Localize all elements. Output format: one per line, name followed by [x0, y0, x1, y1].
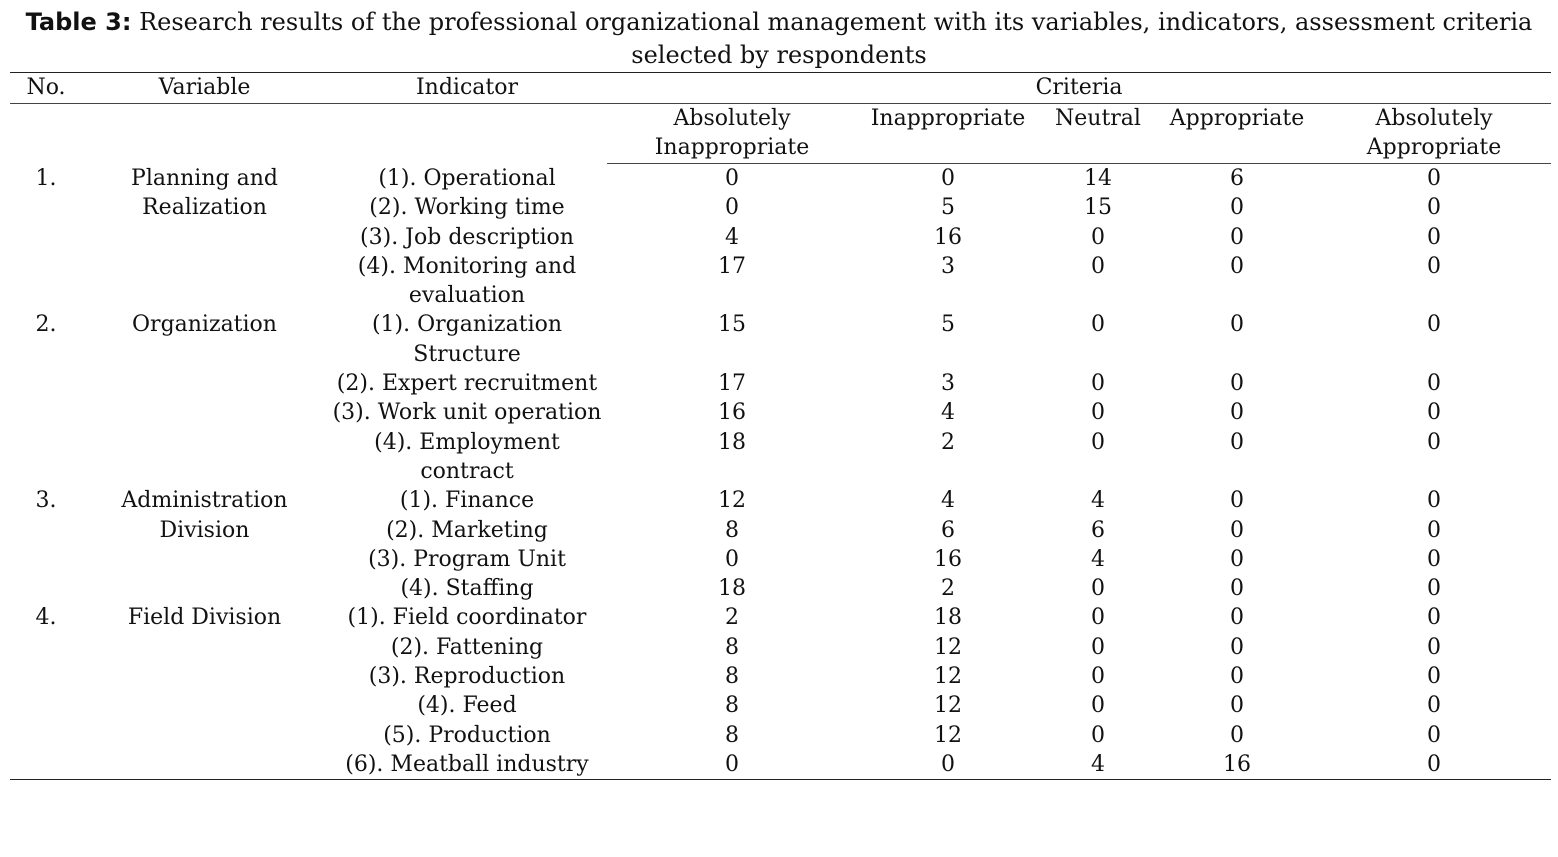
indicator-cell: (2). Marketing — [386, 517, 548, 543]
value-cell: 0 — [1427, 605, 1442, 631]
value-cell: 0 — [1230, 576, 1244, 602]
value-cell: 0 — [1091, 634, 1105, 660]
indicator-cell: (1). Finance — [399, 488, 535, 514]
value-cell: 17 — [718, 371, 746, 397]
value-cell: 12 — [934, 664, 962, 690]
value-cell: 15 — [718, 312, 746, 338]
value-cell: 0 — [1230, 517, 1244, 543]
value-cell: 0 — [1230, 312, 1244, 338]
value-cell: 2 — [941, 429, 955, 455]
indicator-cell: (4). Employment contract — [374, 429, 560, 484]
group-number: 4. — [35, 605, 57, 631]
value-cell: 4 — [941, 400, 955, 426]
value-cell: 8 — [725, 517, 739, 543]
value-cell: 6 — [941, 517, 955, 543]
value-cell: 0 — [941, 166, 955, 191]
indicator-cell: (1). Organization Structure — [371, 312, 563, 367]
header-criteria: Criteria — [1035, 75, 1123, 100]
indicator-cell: (2). Expert recruitment — [336, 371, 598, 397]
criteria-absolutely-appropriate: Absolutely Appropriate — [1317, 104, 1551, 164]
value-cell: 12 — [934, 722, 962, 748]
table-row — [10, 164, 1551, 194]
value-cell: 2 — [725, 605, 739, 631]
group-number: 3. — [35, 488, 57, 514]
caption-text: Research results of the professional organizational management with its variables, indicators, assessment criteria selected by respondents — [139, 8, 1533, 69]
value-cell: 3 — [941, 253, 955, 279]
value-cell: 0 — [1427, 429, 1442, 455]
table-row — [10, 486, 1551, 515]
value-cell: 0 — [1427, 517, 1442, 543]
value-cell: 0 — [1427, 722, 1442, 748]
value-cell: 16 — [934, 546, 962, 572]
value-cell: 0 — [1230, 224, 1244, 250]
table-body — [10, 164, 1551, 780]
indicator-cell: (4). Staffing — [400, 576, 534, 602]
value-cell: 3 — [941, 371, 955, 397]
value-cell: 0 — [1091, 722, 1105, 748]
indicator-cell: (2). Working time — [369, 195, 565, 221]
value-cell: 0 — [941, 751, 955, 777]
criteria-header-row — [10, 104, 1551, 164]
value-cell: 0 — [1091, 253, 1105, 279]
value-cell: 16 — [718, 400, 746, 426]
indicator-cell: (1). Field coordinator — [347, 605, 587, 631]
table-row — [10, 603, 1551, 632]
value-cell: 0 — [1230, 546, 1244, 572]
value-cell: 0 — [1230, 488, 1244, 514]
value-cell: 0 — [1427, 371, 1442, 397]
value-cell: 0 — [725, 195, 739, 221]
value-cell: 0 — [1427, 634, 1442, 660]
group-number: 1. — [35, 165, 57, 191]
value-cell: 8 — [725, 722, 739, 748]
header-indicator: Indicator — [415, 75, 519, 100]
value-cell: 6 — [1091, 517, 1105, 543]
value-cell: 8 — [725, 634, 739, 660]
value-cell: 14 — [1084, 166, 1112, 191]
value-cell: 0 — [1427, 312, 1442, 338]
value-cell: 4 — [1091, 546, 1105, 572]
value-cell: 4 — [725, 224, 739, 250]
indicator-cell: (3). Work unit operation — [332, 400, 602, 426]
value-cell: 0 — [1427, 195, 1442, 221]
value-cell: 0 — [725, 751, 739, 777]
value-cell: 0 — [1230, 400, 1244, 426]
results-table — [10, 72, 1551, 780]
value-cell: 12 — [718, 488, 746, 514]
value-cell: 0 — [1091, 429, 1105, 455]
header-no: No. — [26, 75, 66, 100]
value-cell: 15 — [1084, 195, 1112, 221]
indicator-cell: (2). Fattening — [390, 634, 544, 660]
value-cell: 0 — [725, 546, 739, 572]
value-cell: 0 — [1427, 546, 1442, 572]
value-cell: 0 — [1427, 166, 1442, 191]
value-cell: 2 — [941, 576, 955, 602]
value-cell: 0 — [1230, 664, 1244, 690]
value-cell: 0 — [1427, 253, 1442, 279]
value-cell: 0 — [1091, 693, 1105, 719]
criteria-appropriate: Appropriate — [1157, 104, 1317, 164]
criteria-absolutely-inappropriate: Absolutely Inappropriate — [607, 104, 857, 164]
value-cell: 0 — [1230, 195, 1244, 221]
value-cell: 0 — [1091, 224, 1105, 250]
value-cell: 8 — [725, 693, 739, 719]
caption-label: Table 3: — [25, 8, 132, 36]
value-cell: 0 — [1427, 400, 1442, 426]
indicator-cell: (4). Feed — [417, 693, 517, 719]
value-cell: 12 — [934, 634, 962, 660]
value-cell: 0 — [1091, 400, 1105, 426]
group-number: 2. — [35, 312, 57, 338]
value-cell: 0 — [1091, 664, 1105, 690]
value-cell: 0 — [1427, 576, 1442, 602]
value-cell: 0 — [1230, 605, 1244, 631]
table-row — [10, 310, 1551, 369]
value-cell: 0 — [1230, 693, 1244, 719]
value-cell: 0 — [1091, 312, 1105, 338]
value-cell: 4 — [1091, 488, 1105, 514]
group-variable: Planning and Realization — [131, 165, 278, 220]
table-caption — [0, 6, 1558, 72]
value-cell: 18 — [718, 576, 746, 602]
indicator-cell: (6). Meatball industry — [345, 751, 589, 777]
value-cell: 0 — [1091, 371, 1105, 397]
criteria-neutral: Neutral — [1039, 104, 1157, 164]
value-cell: 17 — [718, 253, 746, 279]
value-cell: 0 — [1091, 576, 1105, 602]
criteria-inappropriate: Inappropriate — [857, 104, 1039, 164]
value-cell: 0 — [1427, 664, 1442, 690]
group-variable: Field Division — [127, 605, 282, 631]
value-cell: 0 — [1427, 693, 1442, 719]
value-cell: 18 — [718, 429, 746, 455]
value-cell: 4 — [1091, 751, 1105, 777]
indicator-cell: (1). Operational — [378, 165, 556, 191]
value-cell: 0 — [1427, 488, 1442, 514]
value-cell: 0 — [1230, 371, 1244, 397]
value-cell: 0 — [725, 166, 739, 191]
indicator-cell: (3). Reproduction — [368, 664, 566, 690]
header-variable: Variable — [158, 75, 251, 100]
value-cell: 0 — [1091, 605, 1105, 631]
value-cell: 0 — [1427, 751, 1442, 777]
value-cell: 0 — [1427, 224, 1442, 250]
value-cell: 0 — [1230, 634, 1244, 660]
value-cell: 12 — [934, 693, 962, 719]
value-cell: 0 — [1230, 253, 1244, 279]
group-variable: Organization — [132, 312, 277, 338]
value-cell: 4 — [941, 488, 955, 514]
indicator-cell: (3). Program Unit — [368, 546, 566, 572]
indicator-cell: (5). Production — [383, 722, 551, 748]
header-row — [10, 73, 1551, 104]
value-cell: 16 — [1223, 751, 1251, 777]
group-variable: Administration Division — [121, 488, 288, 543]
value-cell: 8 — [725, 664, 739, 690]
value-cell: 5 — [941, 312, 955, 338]
value-cell: 0 — [1230, 722, 1244, 748]
value-cell: 18 — [934, 605, 962, 631]
value-cell: 0 — [1230, 429, 1244, 455]
value-cell: 16 — [934, 224, 962, 250]
indicator-cell: (3). Job description — [360, 224, 574, 250]
value-cell: 5 — [941, 195, 955, 221]
indicator-cell: (4). Monitoring and evaluation — [357, 253, 577, 309]
value-cell: 6 — [1230, 166, 1244, 191]
